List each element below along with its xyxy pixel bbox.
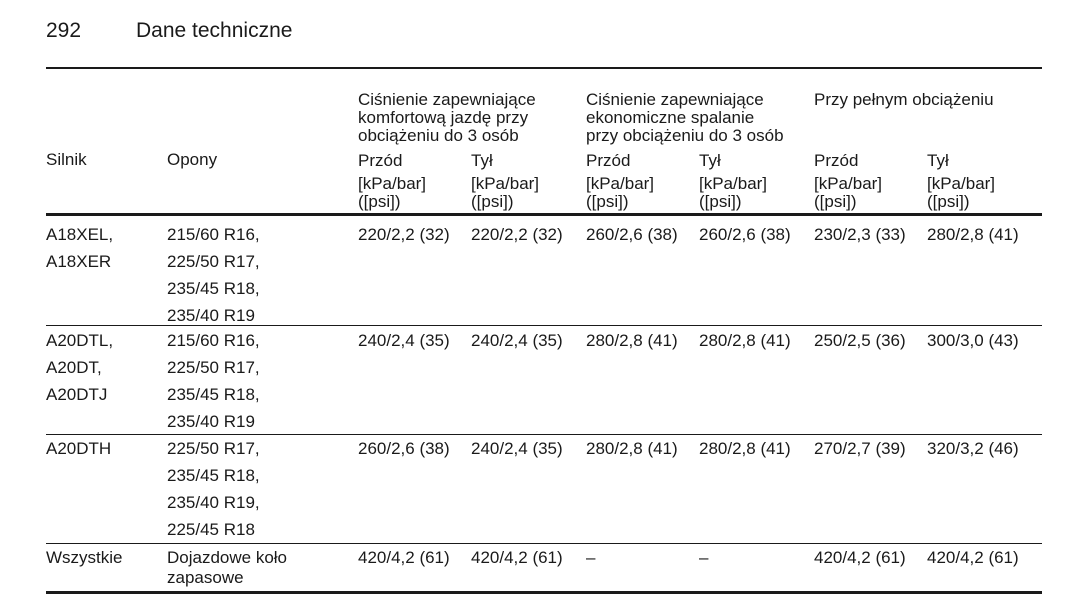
tyres-cell: 225/50 R17, 235/45 R18, 235/40 R19, 225/45 R18 — [167, 439, 260, 539]
header-rear: Tył — [927, 151, 949, 170]
pressure-cell: 320/3,2 (46) — [927, 439, 1019, 458]
pressure-cell: 240/2,4 (35) — [358, 331, 450, 350]
header-rear: Tył — [699, 151, 721, 170]
pressure-cell: 420/4,2 (61) — [927, 548, 1019, 567]
tyres-cell: Dojazdowe koło zapasowe — [167, 548, 288, 587]
tyres-cell: 215/60 R16, 225/50 R17, 235/45 R18, 235/40 R19 — [167, 331, 260, 431]
header-unit: [kPa/bar] ([psi]) — [471, 174, 540, 211]
header-group-full-load: Przy pełnym obciążeniu — [814, 90, 994, 109]
engine-cell: Wszystkie — [46, 548, 123, 567]
pressure-cell: 420/4,2 (61) — [471, 548, 563, 567]
page-number: 292 — [46, 19, 82, 42]
top-rule — [46, 67, 1042, 69]
bottom-rule — [46, 591, 1042, 594]
pressure-cell: 260/2,6 (38) — [358, 439, 450, 458]
pressure-cell: 280/2,8 (41) — [586, 439, 678, 458]
pressure-cell: 420/4,2 (61) — [814, 548, 906, 567]
page-header — [46, 19, 292, 51]
pressure-cell: 280/2,8 (41) — [699, 331, 791, 350]
header-unit: [kPa/bar] ([psi]) — [927, 174, 996, 211]
pressure-cell: 240/2,4 (35) — [471, 331, 563, 350]
header-tyres: Opony — [167, 150, 218, 169]
pressure-cell: 240/2,4 (35) — [471, 439, 563, 458]
engine-cell: A20DTH — [46, 439, 112, 458]
pressure-cell: 300/3,0 (43) — [927, 331, 1019, 350]
row-divider — [46, 325, 1042, 326]
pressure-cell: 270/2,7 (39) — [814, 439, 906, 458]
header-unit: [kPa/bar] ([psi]) — [358, 174, 427, 211]
header-unit: [kPa/bar] ([psi]) — [586, 174, 655, 211]
header-rule — [46, 213, 1042, 216]
pressure-cell: 220/2,2 (32) — [358, 225, 450, 244]
pressure-cell: 280/2,8 (41) — [927, 225, 1019, 244]
pressure-cell: 280/2,8 (41) — [699, 439, 791, 458]
header-group-comfort: Ciśnienie zapewniające komfortową jazdę przy obciążeniu do 3 osób — [358, 90, 536, 145]
pressure-cell: 230/2,3 (33) — [814, 225, 906, 244]
header-rear: Tył — [471, 151, 493, 170]
header-engine: Silnik — [46, 150, 87, 169]
pressure-cell: 280/2,8 (41) — [586, 331, 678, 350]
header-unit: [kPa/bar] ([psi]) — [814, 174, 883, 211]
pressure-cell: 260/2,6 (38) — [699, 225, 791, 244]
header-unit: [kPa/bar] ([psi]) — [699, 174, 768, 211]
header-front: Przód — [586, 151, 631, 170]
header-front: Przód — [358, 151, 403, 170]
engine-cell: A20DTL, A20DT, A20DTJ — [46, 331, 114, 404]
pressure-cell: 220/2,2 (32) — [471, 225, 563, 244]
pressure-cell: – — [699, 548, 709, 567]
pressure-cell: 260/2,6 (38) — [586, 225, 678, 244]
pressure-cell: 420/4,2 (61) — [358, 548, 450, 567]
tyres-cell: 215/60 R16, 225/50 R17, 235/45 R18, 235/40 R19 — [167, 225, 260, 325]
pressure-cell: 250/2,5 (36) — [814, 331, 906, 350]
pressure-cell: – — [586, 548, 596, 567]
header-front: Przód — [814, 151, 859, 170]
page-title: Dane techniczne — [136, 19, 293, 42]
engine-cell: A18XEL, A18XER — [46, 225, 114, 271]
header-group-eco: Ciśnienie zapewniające ekonomiczne spalanie przy obciążeniu do 3 osób — [586, 90, 784, 145]
